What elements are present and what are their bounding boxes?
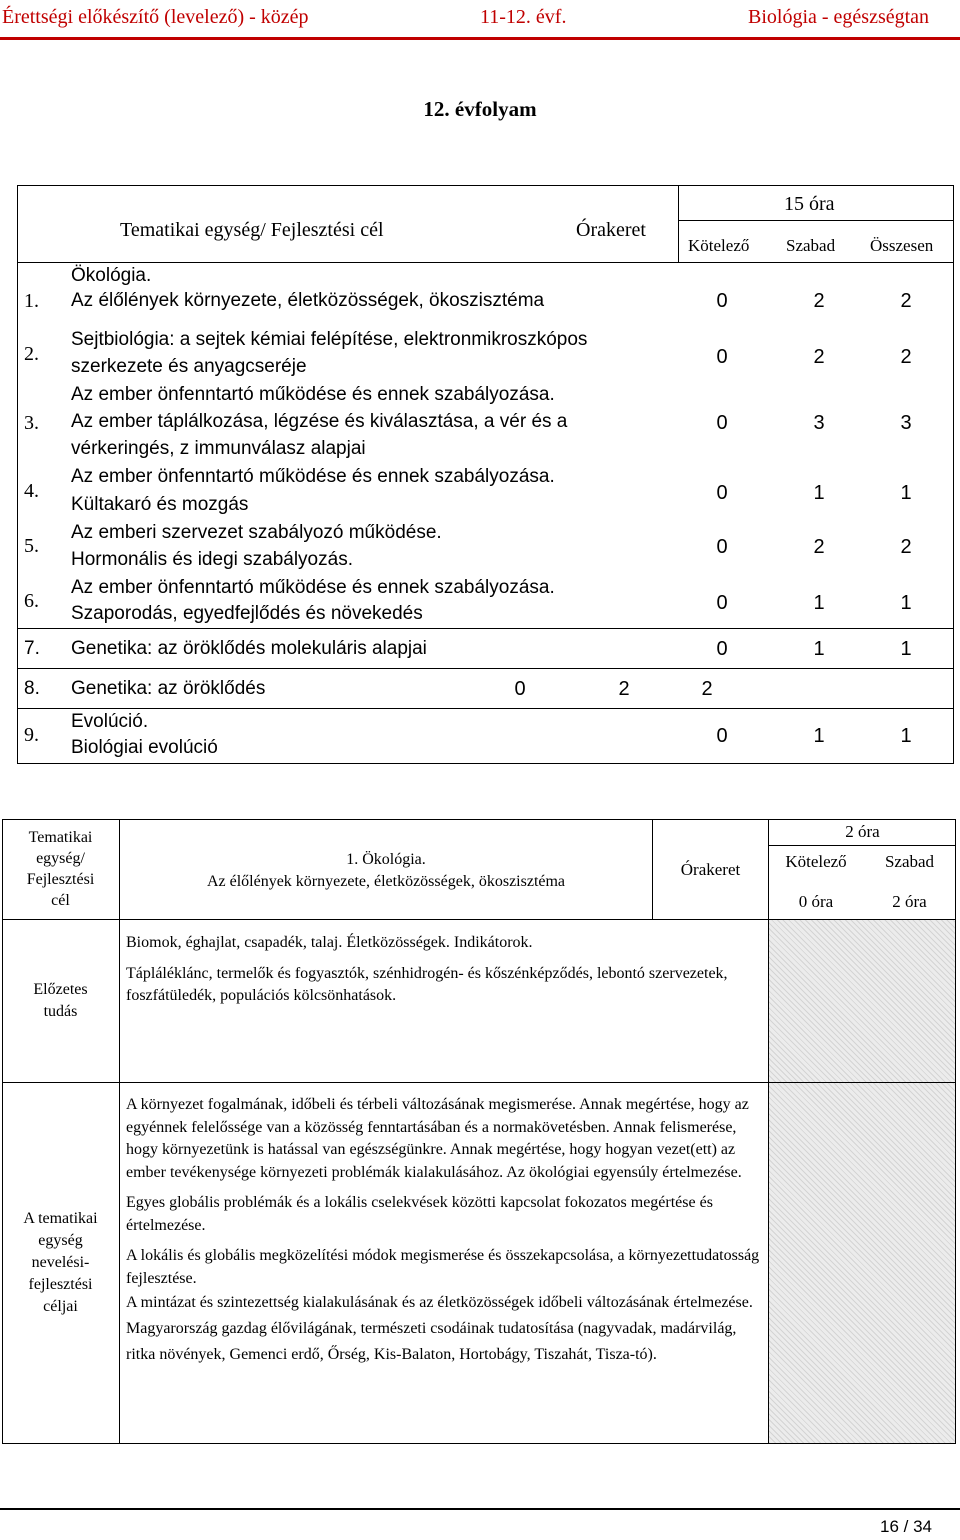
footer-rule [0,1508,960,1510]
summary-header-free: Szabad [786,236,836,255]
unit-title-cell [120,840,652,902]
unit-topic-label-line-1: Tematikai [28,829,93,846]
summary-row-4-line-2: Kültakaró és mozgás [71,494,249,515]
goals-label-line-3: nevelési- [31,1254,90,1271]
page-title: 12. évfolyam [423,97,537,121]
summary-row-3-line-3: vérkeringés, z immunválasz alapjai [71,438,366,459]
summary-header-total-hours: 15 óra [784,193,835,215]
summary-row-5-total: 2 [900,536,912,558]
summary-row-3-mandatory: 0 [716,412,728,434]
unit-hours-label: Órakeret [680,859,741,879]
goals-paragraph-4: A mintázat és szintezettség kialakulásának és az életközösségek időbeli változásának értelmezése. Magyarország gazdag élővilágának, természeti csodáinak tudatosítása (nagyvadak, madárvilág, ritka növények, Gemenci erdő, Őrség, Kis-Balaton, Hortobágy, Tiszahát, Tisza-tó). [126,1294,753,1363]
summary-row-2-line-1: Sejtbiológia: a sejtek kémiai felépítése, elektronmikroszkópos [71,329,588,350]
goals-label [2,1083,119,1443]
summary-row-9-total: 1 [900,725,912,747]
summary-row-6-line-2: Szaporodás, egyedfejlődés és növekedés [71,603,423,624]
summary-row-5-line-2: Hormonális és idegi szabályozás. [71,549,353,570]
goals-paragraph-3: A lokális és globális megközelítési módok megismerése és összekapcsolása, a környezettudatosság fejlesztése. [126,1247,760,1287]
unit-free-label: Szabad [884,852,935,871]
header-rule [0,37,960,40]
summary-row-5-free: 2 [813,536,825,558]
summary-row-7-free: 1 [813,638,825,660]
summary-header-topic: Tematikai egység/ Fejlesztési cél [120,219,384,241]
summary-row-2-line-2: szerkezete és anyagcseréje [71,356,307,377]
summary-row-6-total: 1 [900,592,912,614]
summary-row-1-line-2: Az élőlények környezete, életközösségek, ökoszisztéma [71,290,545,311]
summary-row-8-free: 2 [618,678,630,700]
goals-label-line-1: A tematikai [23,1210,98,1227]
summary-row-1-total: 2 [900,290,912,312]
unit-free-value: 2 óra [892,892,927,911]
summary-row-8-total: 2 [701,678,713,700]
summary-row-1-free: 2 [813,290,825,312]
goals-shaded-cell [769,1083,955,1443]
summary-row-9-line-2: Biológiai evolúció [71,737,218,758]
goals-label-line-2: egység [38,1232,83,1249]
goals-text [126,1094,766,1368]
summary-row-6-mandatory: 0 [716,592,728,614]
unit-mandatory-value: 0 óra [798,892,834,911]
prior-knowledge-text [126,932,766,1008]
summary-row-9-number: 9. [24,724,39,746]
summary-row-2-mandatory: 0 [716,346,728,368]
summary-row-1-line-1: Ökológia. [71,265,152,286]
goals-label-line-4: fejlesztési [28,1276,93,1293]
summary-row-3-line-1: Az ember önfenntartó működése és ennek szabályozása. [71,384,555,405]
summary-row-6-free: 1 [813,592,825,614]
summary-row-4-total: 1 [900,482,912,504]
unit-topic-label-line-4: cél [51,892,70,909]
summary-row-2-free: 2 [813,346,825,368]
summary-row-3-line-2: Az ember táplálkozása, légzése és kiválasztása, a vér és a [71,411,568,432]
summary-row-5-mandatory: 0 [716,536,728,558]
summary-header-total: Összesen [870,236,934,255]
prior-knowledge-label-line-1: Előzetes [33,981,88,998]
summary-row-7-line-1: Genetika: az öröklődés molekuláris alapjai [71,638,427,659]
summary-row-9-mandatory: 0 [716,725,728,747]
summary-header-mandatory: Kötelező [688,236,750,255]
unit-topic-label-line-3: Fejlesztési [26,871,95,888]
summary-row-6-line-1: Az ember önfenntartó működése és ennek szabályozása. [71,577,555,598]
summary-row-2-total: 2 [900,346,912,368]
summary-row-7-mandatory: 0 [716,638,728,660]
goals-label-line-5: céljai [43,1298,78,1315]
summary-row-5-number: 5. [24,535,39,557]
prior-knowledge-paragraph-1: Biomok, éghajlat, csapadék, talaj. Életközösségek. Indikátorok. [126,934,533,951]
prior-knowledge-label [2,920,119,1082]
unit-topic-label-line-2: egység/ [36,850,85,867]
goals-paragraph-1: A környezet fogalmának, időbeli és térbeli változásának megismerése. Annak megértése, hogy az egyénnek felelőssége van a közösség fenntartásában és a normakövetésben. Annak felismerése, hogy környezetünk is hatással van egészségünkre. Annak megértése, hogy hogyan vezet(ett) az ember tevékenysége környezeti problémák kialakulásához. Az ökológiai egyensúly értelmezése. [126,1096,749,1181]
goals-paragraph-2: Egyes globális problémák és a lokális cselekvések közötti kapcsolat fokozatos megértése és értelmezése. [126,1194,713,1234]
summary-row-8-mandatory: 0 [514,678,526,700]
prior-knowledge-label-line-2: tudás [43,1003,78,1020]
summary-row-4-mandatory: 0 [716,482,728,504]
summary-row-6-number: 6. [24,590,39,612]
summary-row-7-total: 1 [900,638,912,660]
summary-row-4-free: 1 [813,482,825,504]
summary-row-1-mandatory: 0 [716,290,728,312]
summary-row-4-line-1: Az ember önfenntartó működése és ennek szabályozása. [71,466,555,487]
summary-row-9-free: 1 [813,725,825,747]
unit-title: 1. Ökológia. [346,851,426,868]
summary-row-9-line-1: Evolúció. [71,711,149,732]
summary-row-8-number: 8. [24,678,40,699]
summary-row-3-total: 3 [900,412,912,434]
header-subject: Biológia - egészségtan [748,6,930,28]
summary-row-7-number: 7. [24,638,40,659]
unit-topic-label [2,822,119,916]
unit-mandatory-label: Kötelező [785,852,847,871]
header-course: Érettségi előkészítő (levelező) - közép [2,6,309,28]
page-number: 16 / 34 [880,1517,932,1536]
unit-subtitle: Az élőlények környezete, életközösségek, ökoszisztéma [206,873,566,890]
unit-hours-total: 2 óra [845,822,880,841]
prior-knowledge-shaded-cell [769,920,955,1082]
summary-row-3-free: 3 [813,412,825,434]
summary-row-8-line-1: Genetika: az öröklődés [71,678,266,699]
summary-row-4-number: 4. [24,480,39,502]
summary-row-1-number: 1. [24,290,39,312]
summary-row-2-number: 2. [24,343,39,365]
summary-header-hours: Órakeret [576,219,646,241]
prior-knowledge-paragraph-2: Tápláléklánc, termelők és fogyasztók, szénhidrogén- és kőszénképződés, lebontó szervezetek, foszfátüledék, populációs kölcsönhatások. [126,964,728,1004]
header-grade: 11-12. évf. [480,6,567,28]
running-header [0,6,960,30]
summary-row-3-number: 3. [24,412,39,434]
summary-row-5-line-1: Az emberi szervezet szabályozó működése. [71,522,442,543]
